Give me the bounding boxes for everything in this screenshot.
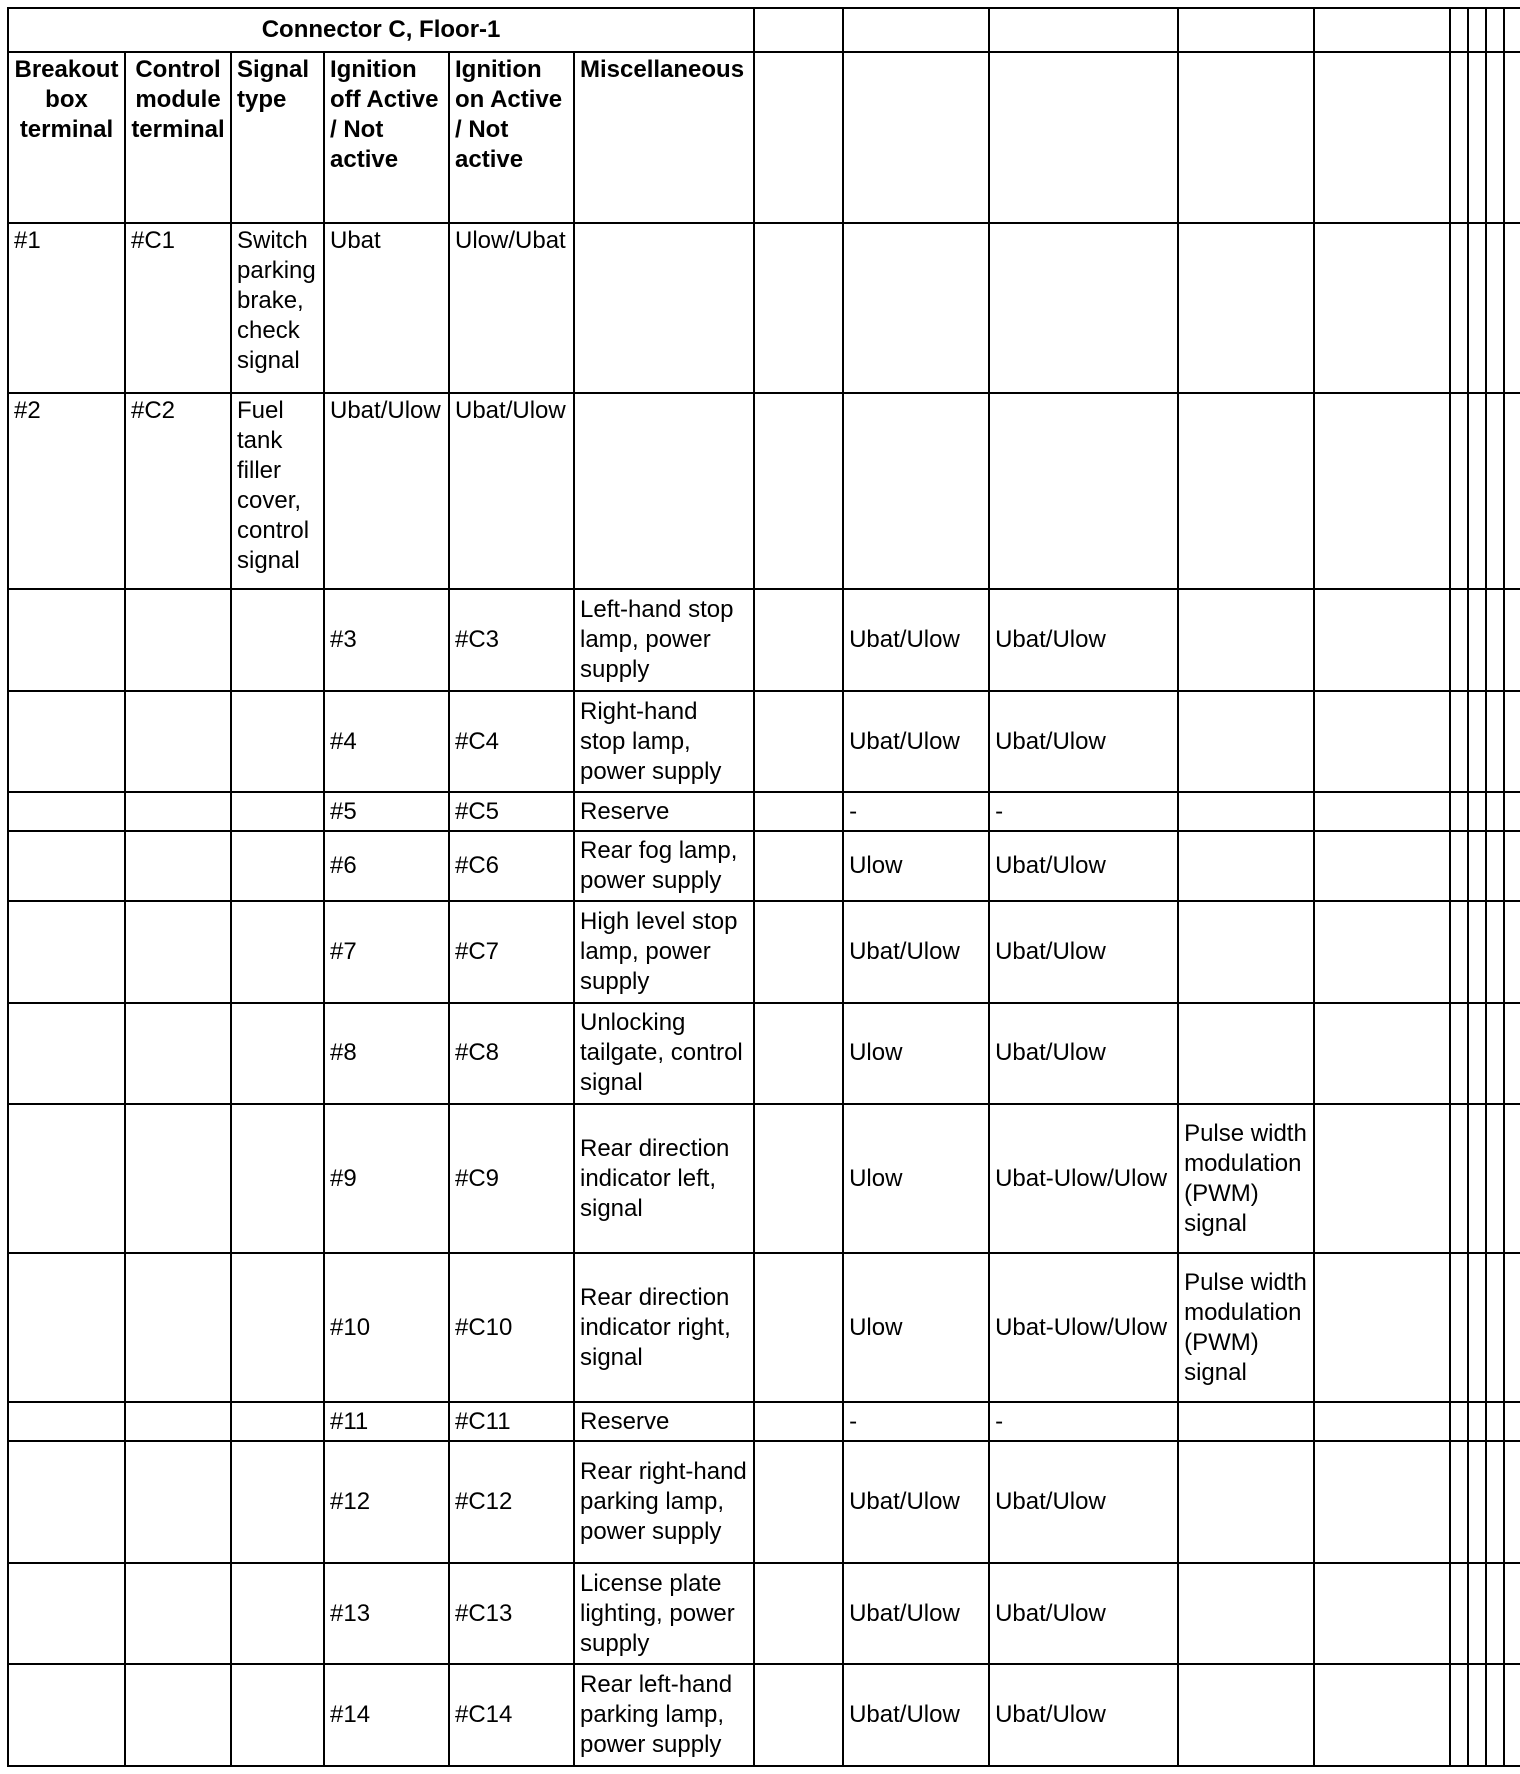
- ignition-off-value: Ubat/Ulow: [843, 691, 989, 792]
- miscellaneous-note: [1178, 831, 1314, 901]
- table-row: [8, 1664, 1520, 1766]
- header-breakout-box-terminal: Breakout box terminal: [8, 52, 125, 222]
- header-ignition-off: Ignition off Active / Not active: [324, 52, 449, 222]
- module-terminal: #C4: [449, 691, 574, 792]
- signal-type: Right-hand stop lamp, power supply: [574, 691, 754, 792]
- signal-type: Rear direction indicator right, signal: [574, 1253, 754, 1402]
- ignition-on-value: Ulow/Ubat: [449, 223, 574, 393]
- ignition-off-value: Ulow: [843, 1253, 989, 1402]
- breakout-terminal: #3: [324, 589, 449, 690]
- module-terminal: #C3: [449, 589, 574, 690]
- signal-type: Rear fog lamp, power supply: [574, 831, 754, 901]
- module-terminal: #C10: [449, 1253, 574, 1402]
- table-header-row: [8, 52, 1520, 222]
- module-terminal: #C11: [449, 1402, 574, 1441]
- ignition-off-value: Ubat/Ulow: [843, 901, 989, 1002]
- miscellaneous-note: [1178, 901, 1314, 1002]
- ignition-on-value: Ubat/Ulow: [989, 831, 1178, 901]
- header-control-module-terminal: Control module terminal: [125, 52, 231, 222]
- miscellaneous-note: [1178, 1664, 1314, 1766]
- table-row: [8, 393, 1520, 590]
- signal-type: Reserve: [574, 1402, 754, 1441]
- signal-type: Fuel tank filler cover, control signal: [231, 393, 324, 590]
- ignition-on-value: -: [989, 1402, 1178, 1441]
- ignition-off-value: Ubat/Ulow: [324, 393, 449, 590]
- module-terminal: #C5: [449, 792, 574, 831]
- table-row: [8, 691, 1520, 792]
- miscellaneous-note: Pulse width modulation (PWM) signal: [1178, 1253, 1314, 1402]
- ignition-on-value: Ubat/Ulow: [989, 1563, 1178, 1664]
- ignition-on-value: Ubat/Ulow: [989, 901, 1178, 1002]
- breakout-terminal: #12: [324, 1441, 449, 1563]
- ignition-off-value: Ubat/Ulow: [843, 1664, 989, 1766]
- breakout-terminal: #5: [324, 792, 449, 831]
- connector-pinout-table: [7, 7, 1520, 1767]
- header-ignition-on: Ignition on Active / Not active: [449, 52, 574, 222]
- miscellaneous-note: [1178, 1563, 1314, 1664]
- ignition-on-value: -: [989, 792, 1178, 831]
- table-row: [8, 831, 1520, 901]
- breakout-terminal: #13: [324, 1563, 449, 1664]
- table-row: [8, 1003, 1520, 1104]
- ignition-off-value: Ubat/Ulow: [843, 1441, 989, 1563]
- signal-type: Rear direction indicator left, signal: [574, 1104, 754, 1253]
- signal-type: Reserve: [574, 792, 754, 831]
- ignition-off-value: Ulow: [843, 831, 989, 901]
- module-terminal: #C1: [125, 223, 231, 393]
- miscellaneous-note: [1178, 792, 1314, 831]
- ignition-off-value: Ubat/Ulow: [843, 1563, 989, 1664]
- ignition-on-value: Ubat/Ulow: [989, 691, 1178, 792]
- module-terminal: #C13: [449, 1563, 574, 1664]
- table-title-row: [8, 8, 1520, 52]
- signal-type: Switch parking brake, check signal: [231, 223, 324, 393]
- miscellaneous-note: Pulse width modulation (PWM) signal: [1178, 1104, 1314, 1253]
- breakout-terminal: #8: [324, 1003, 449, 1104]
- module-terminal: #C14: [449, 1664, 574, 1766]
- miscellaneous-note: [1178, 691, 1314, 792]
- table-row: [8, 1253, 1520, 1402]
- miscellaneous-note: [1178, 1441, 1314, 1563]
- header-miscellaneous: Miscellaneous: [574, 52, 754, 222]
- table-row: [8, 1441, 1520, 1563]
- breakout-terminal: #2: [8, 393, 125, 590]
- module-terminal: #C9: [449, 1104, 574, 1253]
- breakout-terminal: #7: [324, 901, 449, 1002]
- module-terminal: #C8: [449, 1003, 574, 1104]
- table-row: [8, 1402, 1520, 1441]
- table-title: Connector C, Floor-1: [8, 8, 754, 52]
- miscellaneous-note: [1178, 1402, 1314, 1441]
- ignition-on-value: Ubat/Ulow: [989, 1664, 1178, 1766]
- signal-type: Left-hand stop lamp, power supply: [574, 589, 754, 690]
- module-terminal: #C12: [449, 1441, 574, 1563]
- signal-type: Rear right-hand parking lamp, power supply: [574, 1441, 754, 1563]
- table-row: [8, 223, 1520, 393]
- breakout-terminal: #11: [324, 1402, 449, 1441]
- table-row: [8, 1563, 1520, 1664]
- ignition-on-value: Ubat-Ulow/Ulow: [989, 1253, 1178, 1402]
- ignition-off-value: -: [843, 1402, 989, 1441]
- miscellaneous-note: [1178, 1003, 1314, 1104]
- breakout-terminal: #9: [324, 1104, 449, 1253]
- table-row: [8, 1104, 1520, 1253]
- module-terminal: #C2: [125, 393, 231, 590]
- signal-type: Rear left-hand parking lamp, power supply: [574, 1664, 754, 1766]
- breakout-terminal: #14: [324, 1664, 449, 1766]
- breakout-terminal: #10: [324, 1253, 449, 1402]
- ignition-off-value: Ulow: [843, 1003, 989, 1104]
- breakout-terminal: #6: [324, 831, 449, 901]
- breakout-terminal: #4: [324, 691, 449, 792]
- ignition-on-value: Ubat/Ulow: [449, 393, 574, 590]
- ignition-off-value: Ubat: [324, 223, 449, 393]
- signal-type: High level stop lamp, power supply: [574, 901, 754, 1002]
- table-row: [8, 901, 1520, 1002]
- ignition-on-value: Ubat/Ulow: [989, 1003, 1178, 1104]
- ignition-off-value: Ulow: [843, 1104, 989, 1253]
- signal-type: License plate lighting, power supply: [574, 1563, 754, 1664]
- ignition-on-value: Ubat-Ulow/Ulow: [989, 1104, 1178, 1253]
- ignition-on-value: Ubat/Ulow: [989, 1441, 1178, 1563]
- header-signal-type: Signal type: [231, 52, 324, 222]
- miscellaneous-note: [1178, 589, 1314, 690]
- table-row: [8, 792, 1520, 831]
- module-terminal: #C6: [449, 831, 574, 901]
- breakout-terminal: #1: [8, 223, 125, 393]
- table-row: [8, 589, 1520, 690]
- module-terminal: #C7: [449, 901, 574, 1002]
- ignition-off-value: Ubat/Ulow: [843, 589, 989, 690]
- ignition-on-value: Ubat/Ulow: [989, 589, 1178, 690]
- signal-type: Unlocking tailgate, control signal: [574, 1003, 754, 1104]
- ignition-off-value: -: [843, 792, 989, 831]
